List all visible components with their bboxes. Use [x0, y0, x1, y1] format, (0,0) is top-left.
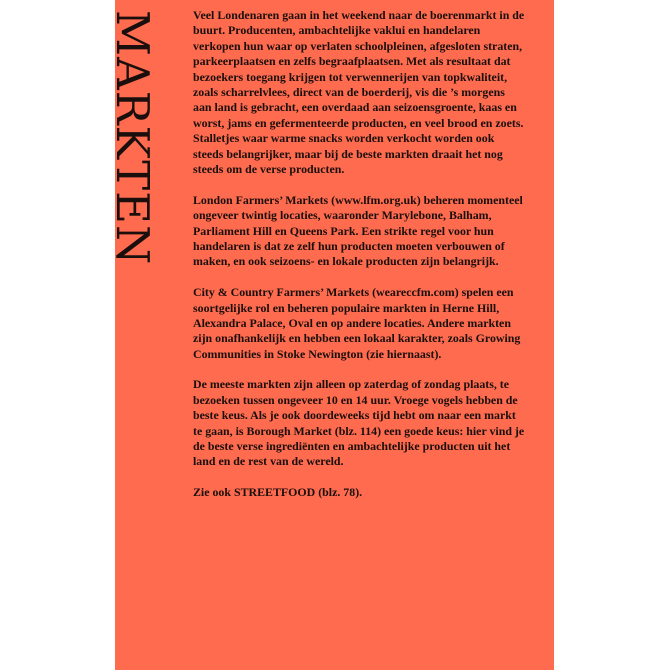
page-title-text: MARKTEN — [106, 10, 159, 266]
book-page — [106, 0, 554, 670]
paragraph-city-country-markets: City & Country Farmers’ Markets (weareccfm.com) spelen een soortgelijke rol en beheren populaire markten in Herne Hill, Alexandra Palace, Oval en op andere locaties. Andere markten zijn onafhankelijk en hebben een lokaal karakter, zoals Growing Communities in Stoke Newington (zie hiernaast). — [193, 285, 521, 361]
paragraph-see-also: Zie ook STREETFOOD (blz. 78). — [193, 485, 363, 500]
page-title — [106, 0, 175, 270]
paragraph-opening-times: De meeste markten zijn alleen op zaterdag of zondag plaats, te bezoeken tussen ongeveer 10 en 14 uur. Vroege vogels hebben de beste keus. Als je ook doordeweeks tijd hebt om naar een markt te gaan, is Borough Market (blz. 114) een goede keus: hier vind je de beste verse ingrediënten en ambachtelijke producten uit het land en de rest van de wereld. — [193, 377, 525, 469]
paragraph-london-farmers-markets: London Farmers’ Markets (www.lfm.org.uk) beheren momenteel ongeveer twintig locaties, waaronder Marylebone, Balham, Parliament Hill en Queens Park. Een strikte regel voor hun handelaren is dat ze zelf hun producten moeten verbouwen of maken, en ook seizoens- en lokale producten zijn belangrijk. — [193, 192, 523, 269]
paragraph-intro: Veel Londenaren gaan in het weekend naar de boerenmarkt in de buurt. Producenten, ambachtelijke vaklui en handelaren verkopen hun waar op verlaten schoolpleinen, afgesloten straten, parkeerplaatsen en zelfs begraafplaatsen. Met als resultaat dat bezoekers toegang krijgen tot verwennerijen van topkwaliteit, zoals scharrelvlees, direct van de boerderij, vis die ’s morgens aan land is gebracht, een overdaad aan seizoensgroente, kaas en worst, jams en gefermenteerde producten, en veel brood en zoets. Stalletjes waar warme snacks worden verkocht worden ook steeds belangrijker, maar bij de beste markten draait het nog steeds om de verse producten. — [193, 8, 525, 177]
body-text — [193, 8, 526, 516]
